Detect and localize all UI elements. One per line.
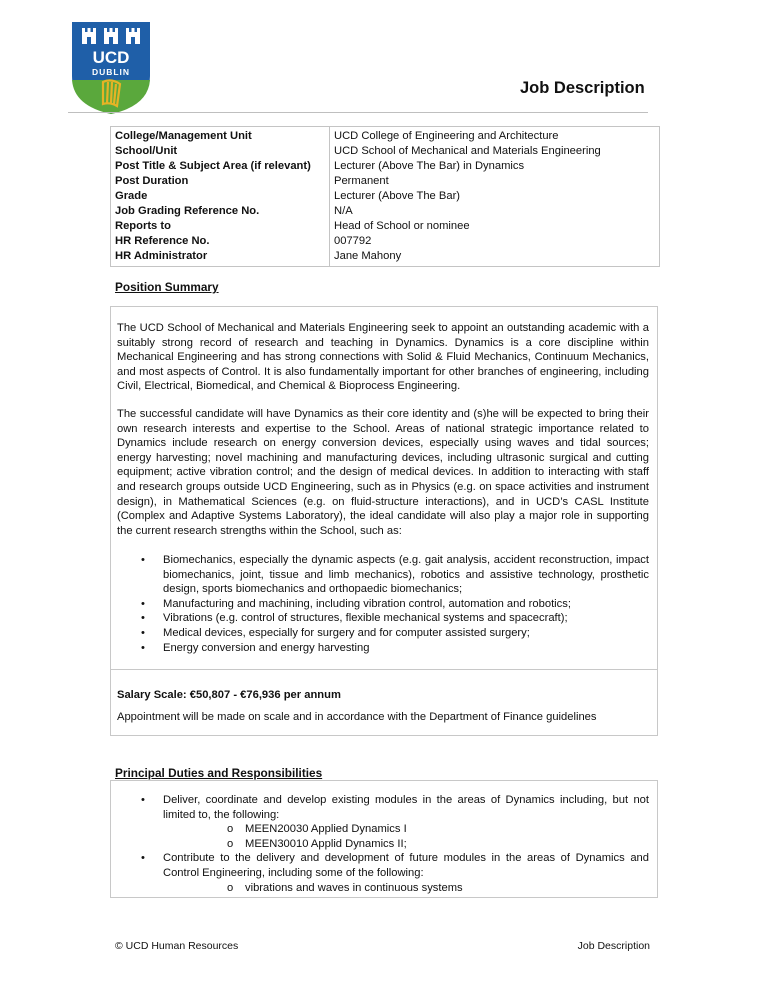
position-summary-box [110, 306, 658, 736]
salary-divider [111, 669, 657, 670]
bullet-icon: • [141, 554, 145, 566]
row-value: N/A [334, 205, 353, 217]
list-item: • Energy conversion and energy harvesting [141, 641, 370, 654]
logo-text-ucd: UCD [92, 48, 130, 67]
principal-duties-box [110, 780, 658, 898]
bullet-icon: • [141, 597, 145, 610]
row-label: Reports to [111, 219, 330, 234]
row-value: Permanent [334, 175, 389, 187]
row-value: UCD School of Mechanical and Materials Engineering [334, 145, 601, 157]
table-row [111, 189, 660, 204]
bullet-icon: • [141, 612, 145, 625]
summary-paragraph-2: The successful candidate will have Dynamics as their core identity and (s)he will be expected to bring their own research interests and expertise to the School. Areas of national strategic importance related to Dynamics include research on energy conversion devices, especially using waves and tidal sources; energy harvesting; novel machining and manufacturing devices, including ultrasonic surgical and cutting equipment; active vibration control; and the design of medical devices. In addition to interacting with staff and research groups outside UCD Engineering, such as in Physics (e.g. on space activities and instrument design), in Mathematical Sciences (e.g. on fluid-structure interactions), and in UCD’s CASL Institute (Complex and Adaptive Systems Laboratory), the ideal candidate will also play a major role in supporting the current research strengths within the School, such as: [117, 408, 649, 537]
table-row [111, 204, 660, 219]
row-label: Grade [111, 189, 330, 204]
row-value: UCD College of Engineering and Architecture [334, 130, 559, 142]
footer-copyright: © UCD Human Resources [115, 940, 239, 952]
appointment-note: Appointment will be made on scale and in accordance with the Department of Finance guidelines [117, 711, 597, 723]
list-item: • Biomechanics, especially the dynamic aspects (e.g. gait analysis, accident reconstruction, impact biomechanics, joint, tissue and limb mechanics), robotics and assistive technology, prosthetic design, sports biomechanics and orthopaedic biomechanics; [141, 554, 649, 596]
table-row [111, 174, 660, 189]
research-strengths-list [117, 553, 649, 655]
list-item: • Manufacturing and machining, including vibration control, automation and robotics; [141, 597, 571, 610]
list-item: • Vibrations (e.g. control of structures, flexible mechanical systems and spacecraft); [141, 612, 568, 625]
table-row [111, 219, 660, 234]
document-title: Job Description [520, 79, 645, 97]
bullet-icon: • [141, 641, 145, 654]
logo-text-dublin: DUBLIN [91, 67, 131, 77]
bullet-icon: • [141, 626, 145, 639]
duties-list [117, 793, 649, 895]
summary-paragraph-1: The UCD School of Mechanical and Materials Engineering seek to appoint an outstanding academic with a suitably strong record of research and teaching in Dynamics. Dynamics is a core discipline within Mechanical Engineering and has strong connections with Solid & Fluid Mechanics, Continuum Mechanics, and most aspects of Control. It is also fundamentally important for other branches of engineering, including Civil, Electrical, Biomedical, and Chemical & Bioprocess Engineering. [117, 322, 649, 393]
circle-bullet-icon: o [227, 837, 234, 850]
salary-scale: Salary Scale: €50,807 - €76,936 per annum [117, 689, 341, 701]
row-value: Lecturer (Above The Bar) [334, 190, 461, 202]
sub-item: o MEEN30010 Applid Dynamics II; [227, 837, 407, 850]
list-item: • Contribute to the delivery and development of future modules in the areas of Dynamics and Control Engineering, including some of the following: o vibrations and waves in continuous systems [141, 852, 649, 894]
row-label: Post Duration [111, 174, 330, 189]
row-label: Job Grading Reference No. [111, 204, 330, 219]
table-row [111, 159, 660, 174]
job-info-table [110, 126, 660, 267]
header-rule [68, 112, 648, 113]
circle-bullet-icon: o [227, 823, 234, 836]
row-label: HR Administrator [111, 249, 330, 267]
row-value: Head of School or nominee [334, 220, 470, 232]
row-value: Lecturer (Above The Bar) in Dynamics [334, 160, 525, 172]
table-row [111, 234, 660, 249]
position-summary-heading: Position Summary [115, 280, 219, 294]
row-label: Post Title & Subject Area (if relevant) [111, 159, 330, 174]
circle-bullet-icon: o [227, 881, 234, 894]
footer-doc-label: Job Description [577, 940, 650, 952]
principal-duties-heading: Principal Duties and Responsibilities [115, 766, 323, 780]
ucd-dublin-logo [70, 18, 152, 116]
sub-item: o vibrations and waves in continuous systems [227, 881, 463, 894]
table-row [111, 144, 660, 159]
bullet-icon: • [141, 852, 145, 865]
row-label: College/Management Unit [111, 127, 330, 145]
table-row [111, 127, 660, 145]
bullet-icon: • [141, 794, 145, 806]
list-item: • Deliver, coordinate and develop existing modules in the areas of Dynamics including, but not limited to, the following: o MEEN20030 Applied Dynamics I o MEEN30010 Applid Dynamics II; [141, 794, 649, 850]
list-item: • Medical devices, especially for surgery and for computer assisted surgery; [141, 626, 530, 639]
table-row [111, 249, 660, 267]
row-label: School/Unit [111, 144, 330, 159]
row-value: Jane Mahony [334, 250, 402, 262]
row-value: 007792 [334, 235, 372, 247]
sub-item: o MEEN20030 Applied Dynamics I [227, 823, 407, 836]
row-label: HR Reference No. [111, 234, 330, 249]
